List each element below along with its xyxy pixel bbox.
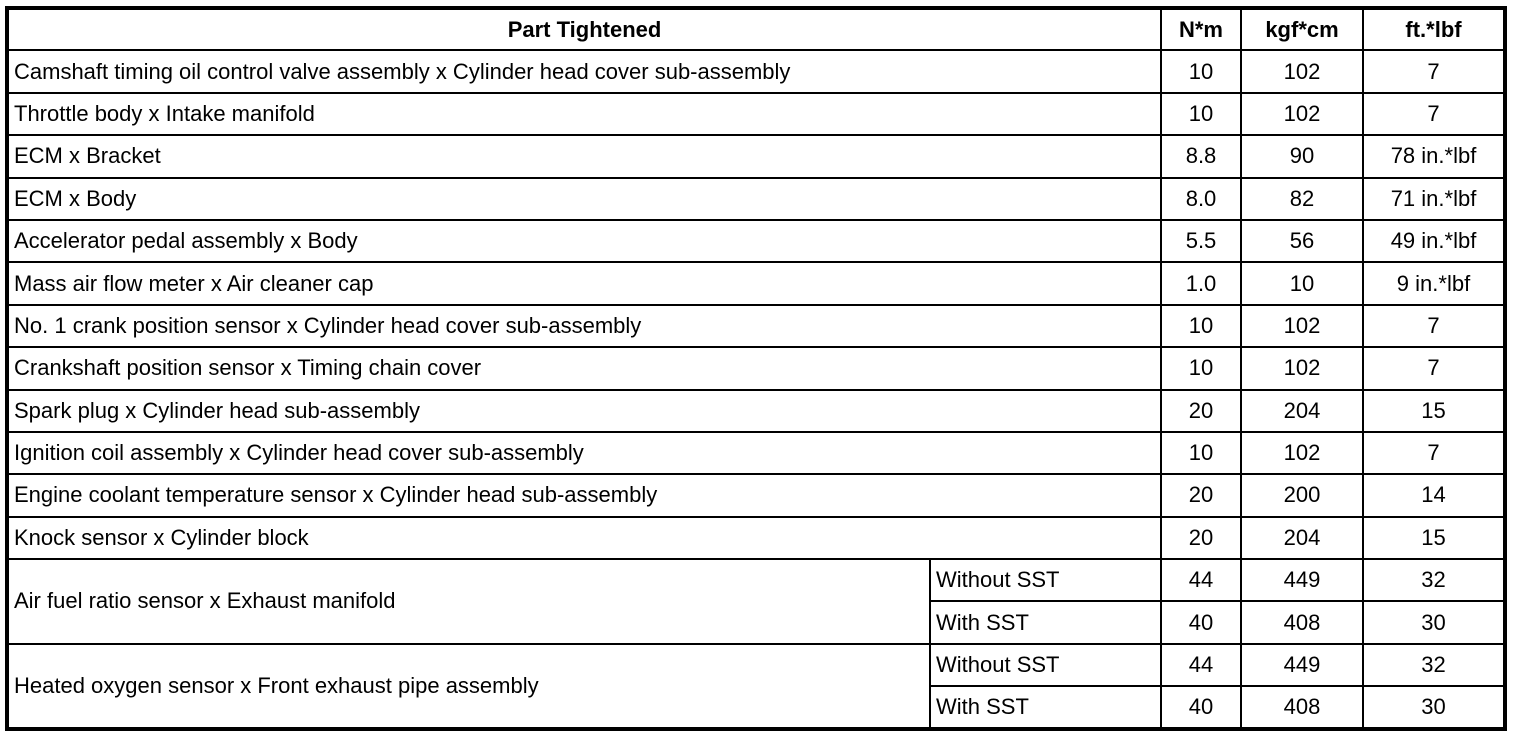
torque-kgf-cm: 408 [1241, 601, 1363, 643]
torque-nm: 1.0 [1161, 262, 1241, 304]
torque-nm: 10 [1161, 432, 1241, 474]
condition-label: With SST [930, 686, 1161, 728]
condition-label: Without SST [930, 559, 1161, 601]
torque-nm: 20 [1161, 517, 1241, 559]
table-row [7, 432, 1505, 474]
table-row [7, 559, 1505, 601]
part-name: Knock sensor x Cylinder block [7, 517, 1161, 559]
torque-kgf-cm: 102 [1241, 432, 1363, 474]
table-row [7, 644, 1505, 686]
header-ft-lbf: ft.*lbf [1363, 8, 1505, 50]
part-name: Mass air flow meter x Air cleaner cap [7, 262, 1161, 304]
torque-kgf-cm: 102 [1241, 93, 1363, 135]
torque-nm: 20 [1161, 390, 1241, 432]
torque-kgf-cm: 90 [1241, 135, 1363, 177]
header-nm: N*m [1161, 8, 1241, 50]
torque-ft-lbf: 49 in.*lbf [1363, 220, 1505, 262]
table-row [7, 305, 1505, 347]
part-name: No. 1 crank position sensor x Cylinder head cover sub-assembly [7, 305, 1161, 347]
torque-kgf-cm: 10 [1241, 262, 1363, 304]
torque-kgf-cm: 56 [1241, 220, 1363, 262]
torque-ft-lbf: 15 [1363, 390, 1505, 432]
table-row [7, 390, 1505, 432]
torque-nm: 40 [1161, 686, 1241, 728]
part-name: ECM x Body [7, 178, 1161, 220]
torque-ft-lbf: 9 in.*lbf [1363, 262, 1505, 304]
torque-kgf-cm: 102 [1241, 50, 1363, 92]
torque-ft-lbf: 78 in.*lbf [1363, 135, 1505, 177]
part-name: Engine coolant temperature sensor x Cylinder head sub-assembly [7, 474, 1161, 516]
header-part-tightened: Part Tightened [7, 8, 1161, 50]
torque-ft-lbf: 30 [1363, 686, 1505, 728]
torque-kgf-cm: 204 [1241, 517, 1363, 559]
table-row [7, 93, 1505, 135]
torque-ft-lbf: 14 [1363, 474, 1505, 516]
torque-kgf-cm: 449 [1241, 559, 1363, 601]
torque-nm: 40 [1161, 601, 1241, 643]
torque-ft-lbf: 71 in.*lbf [1363, 178, 1505, 220]
torque-ft-lbf: 32 [1363, 644, 1505, 686]
table-row [7, 474, 1505, 516]
torque-nm: 10 [1161, 305, 1241, 347]
table-row [7, 517, 1505, 559]
torque-ft-lbf: 30 [1363, 601, 1505, 643]
torque-kgf-cm: 82 [1241, 178, 1363, 220]
part-name: Accelerator pedal assembly x Body [7, 220, 1161, 262]
header-kgf-cm: kgf*cm [1241, 8, 1363, 50]
table-row [7, 262, 1505, 304]
part-name: Ignition coil assembly x Cylinder head cover sub-assembly [7, 432, 1161, 474]
torque-ft-lbf: 7 [1363, 305, 1505, 347]
table-row [7, 135, 1505, 177]
torque-nm: 5.5 [1161, 220, 1241, 262]
table-row [7, 50, 1505, 92]
part-name: Camshaft timing oil control valve assembly x Cylinder head cover sub-assembly [7, 50, 1161, 92]
torque-ft-lbf: 7 [1363, 93, 1505, 135]
torque-kgf-cm: 102 [1241, 347, 1363, 389]
condition-label: Without SST [930, 644, 1161, 686]
table-row [7, 347, 1505, 389]
part-name: Spark plug x Cylinder head sub-assembly [7, 390, 1161, 432]
torque-nm: 10 [1161, 93, 1241, 135]
torque-kgf-cm: 102 [1241, 305, 1363, 347]
torque-nm: 20 [1161, 474, 1241, 516]
header-row [7, 8, 1505, 50]
torque-specification-table [5, 6, 1507, 731]
torque-nm: 44 [1161, 559, 1241, 601]
part-name: Crankshaft position sensor x Timing chain cover [7, 347, 1161, 389]
table-row [7, 220, 1505, 262]
torque-ft-lbf: 32 [1363, 559, 1505, 601]
part-name: Throttle body x Intake manifold [7, 93, 1161, 135]
table-row [7, 178, 1505, 220]
torque-kgf-cm: 204 [1241, 390, 1363, 432]
torque-ft-lbf: 7 [1363, 432, 1505, 474]
torque-kgf-cm: 200 [1241, 474, 1363, 516]
torque-ft-lbf: 15 [1363, 517, 1505, 559]
part-name: Air fuel ratio sensor x Exhaust manifold [7, 559, 930, 644]
torque-kgf-cm: 408 [1241, 686, 1363, 728]
part-name: Heated oxygen sensor x Front exhaust pipe assembly [7, 644, 930, 729]
torque-nm: 8.8 [1161, 135, 1241, 177]
torque-nm: 10 [1161, 50, 1241, 92]
torque-nm: 10 [1161, 347, 1241, 389]
torque-ft-lbf: 7 [1363, 50, 1505, 92]
torque-nm: 44 [1161, 644, 1241, 686]
torque-ft-lbf: 7 [1363, 347, 1505, 389]
torque-nm: 8.0 [1161, 178, 1241, 220]
part-name: ECM x Bracket [7, 135, 1161, 177]
torque-kgf-cm: 449 [1241, 644, 1363, 686]
condition-label: With SST [930, 601, 1161, 643]
